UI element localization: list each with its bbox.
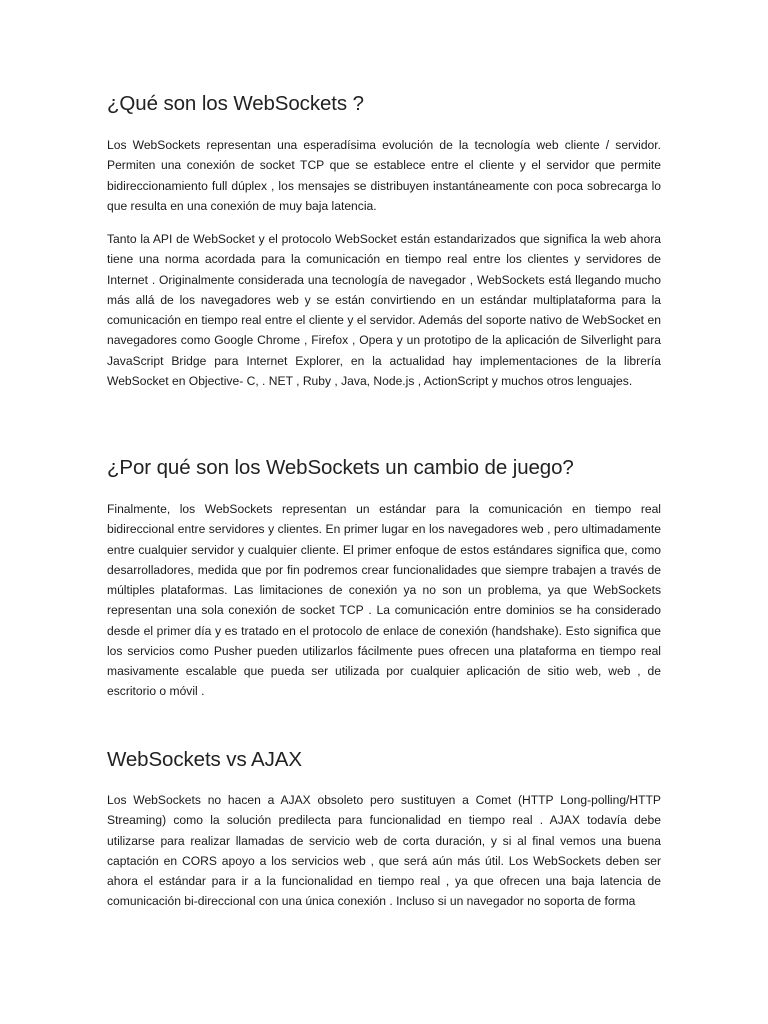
paragraph-intro: Los WebSockets representan una esperadísima evolución de la tecnología web cliente / servidor. Permiten una conexión de socket TCP que se establece entre el cliente y el servidor que permite bidireccionamiento full dúplex , los mensajes se distribuyen instantáneamente con poca sobrecarga lo que resulta en una conexión de muy baja latencia. xyxy=(107,138,661,213)
section-heading-what-are-websockets: ¿Qué son los WebSockets ? xyxy=(107,92,364,115)
paragraph-standardization: Tanto la API de WebSocket y el protocolo WebSocket están estandarizados que significa la web ahora tiene una norma acordada para la comunicación en tiempo real entre los clientes y servidores de Internet . Originalmente considerada una tecnología de navegador , WebSockets está llegando mucho más allá de los navegadores web y se están convirtiendo en un estándar multiplataforma para la comunicación en tiempo real entre el cliente y el servidor. Además del soporte nativo de WebSocket en navegadores como Google Chrome , Firefox , Opera y un prototipo de la aplicación de Silverlight para JavaScript Bridge para Internet Explorer, en la actualidad hay implementaciones de la librería WebSocket en Objective- C, . NET , Ruby , Java, Node.js , ActionScript y muchos otros lenguajes. xyxy=(107,232,661,388)
paragraph-game-changer: Finalmente, los WebSockets representan un estándar para la comunicación en tiempo real bidireccional entre servidores y clientes. En primer lugar en los navegadores web , pero ultimadamente entre cualquier servidor y cualquier cliente. El primer enfoque de estos estándares significa que, como desarrolladores, medida que por fin podremos crear funcionalidades que siempre trabajen a través de múltiples plataformas. Las limitaciones de conexión ya no son un problema, ya que WebSockets representan una sola conexión de socket TCP . La comunicación entre dominios se ha considerado desde el primer día y es tratado en el protocolo de enlace de conexión (handshake). Esto significa que los servicios como Pusher pueden utilizarlos fácilmente pues ofrecen una plataforma en tiempo real masivamente escalable que pueda ser utilizada por cualquier aplicación de sitio web, web , de escritorio o móvil . xyxy=(107,502,661,699)
paragraph-websockets-vs-ajax: Los WebSockets no hacen a AJAX obsoleto pero sustituyen a Comet (HTTP Long-polling/HTTP Streaming) como la solución predilecta para funcionalidad en tiempo real . AJAX todavía debe utilizarse para realizar llamadas de servicio web de corta duración, y si al final vemos una buena captación en CORS apoyo a los servicios web , que será aún más útil. Los WebSockets deben ser ahora el estándar para ir a la funcionalidad en tiempo real , ya que ofrecen una baja latencia de comunicación bi-direccional con una única conexión . Incluso si un navegador no soporta de forma xyxy=(107,793,661,909)
section-heading-game-changer: ¿Por qué son los WebSockets un cambio de juego? xyxy=(107,456,574,479)
section-heading-websockets-vs-ajax: WebSockets vs AJAX xyxy=(107,748,302,771)
